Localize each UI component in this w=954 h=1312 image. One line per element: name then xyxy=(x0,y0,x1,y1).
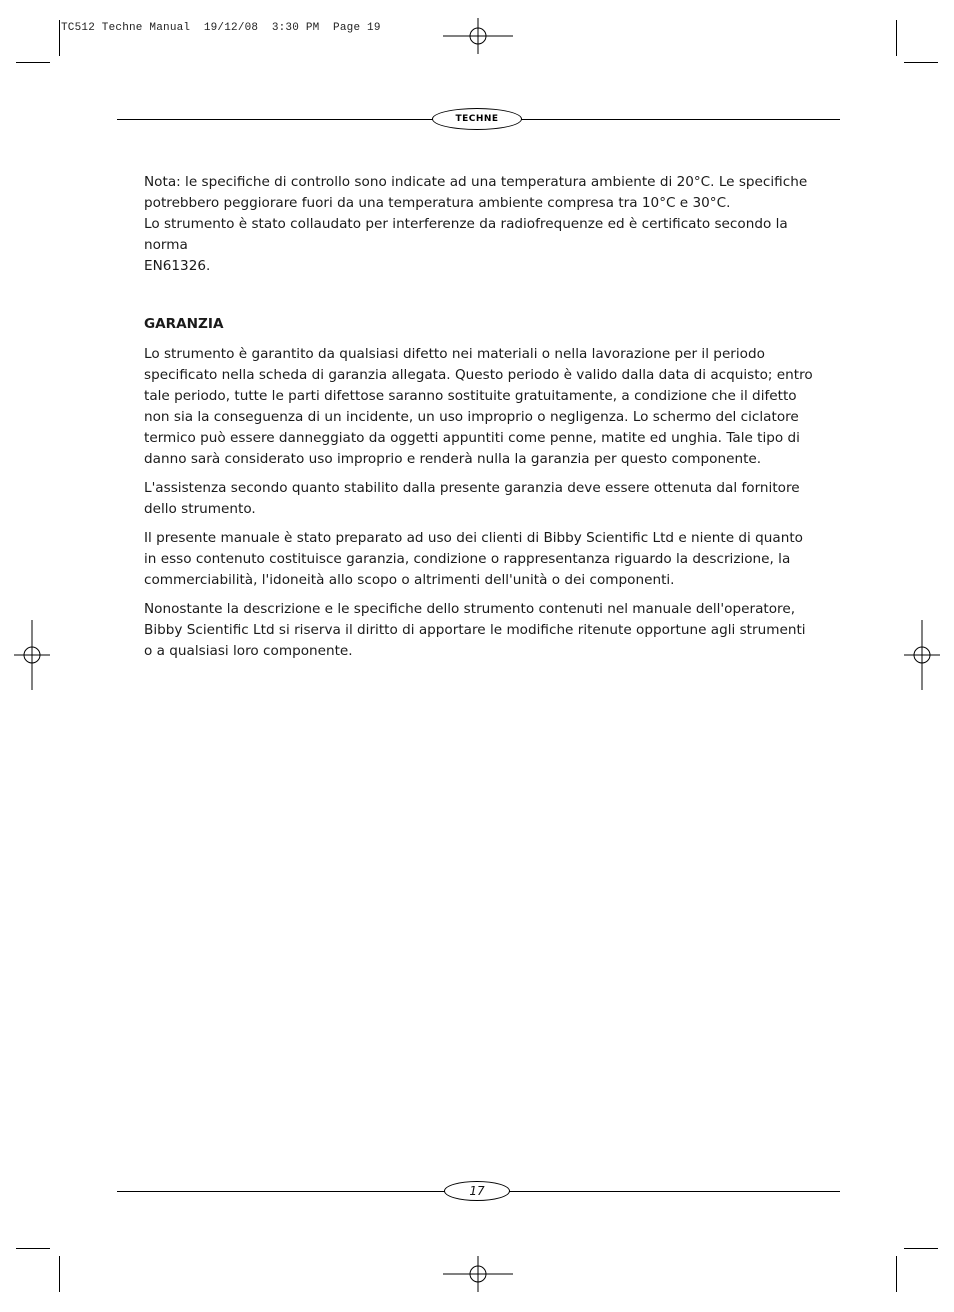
crop-mark xyxy=(904,62,938,63)
note-line: Lo strumento è stato collaudato per interferenze da radiofrequenze ed è certificato secondo la norma xyxy=(144,216,788,253)
note-line: Nota: le specifiche di controllo sono indicate ad una temperatura ambiente di 20°C. Le specifiche xyxy=(144,174,808,190)
crop-mark xyxy=(16,1248,50,1249)
logo-text: TECHNE xyxy=(455,114,499,124)
print-slug: TC512 Techne Manual 19/12/08 3:30 PM Page 19 xyxy=(61,22,381,34)
registration-mark-icon xyxy=(443,1256,513,1294)
crop-mark xyxy=(904,1248,938,1249)
note-block xyxy=(144,172,816,277)
registration-mark-icon xyxy=(14,620,52,690)
warranty-paragraph: Il presente manuale è stato preparato ad uso dei clienti di Bibby Scientific Ltd e niente di quanto in esso contenuto costituisce garanzia, condizione o rappresentanza riguardo la descrizione, la commerciabilità, l'idoneità allo scopo o altrimenti dell'unità o dei componenti. xyxy=(144,530,803,588)
warranty-paragraph: Lo strumento è garantito da qualsiasi difetto nei materiali o nella lavorazione per il periodo specificato nella scheda di garanzia allegata. Questo periodo è valido dalla data di acquisto; entro tale periodo, tutte le parti difettose saranno sostituite gratuitamente, a condizione che il difetto non sia la conseguenza di un incidente, un uso improprio o negligenza. Lo schermo del ciclatore termico può essere danneggiato da oggetti appuntiti come penne, matite ed unghia. Tale tipo di danno sarà considerato uso improprio e renderà nulla la garanzia per questo componente. xyxy=(144,346,813,467)
registration-mark-icon xyxy=(902,620,940,690)
crop-mark xyxy=(896,20,897,56)
crop-mark xyxy=(59,1256,60,1292)
page-content xyxy=(144,172,816,670)
page-number: 17 xyxy=(444,1181,510,1201)
crop-mark xyxy=(896,1256,897,1292)
crop-mark xyxy=(16,62,50,63)
crop-mark xyxy=(59,20,60,56)
techne-logo xyxy=(432,108,522,130)
registration-mark-icon xyxy=(443,18,513,56)
warranty-paragraph: Nonostante la descrizione e le specifiche dello strumento contenuti nel manuale dell'operatore, Bibby Scientific Ltd si riserva il diritto di apportare le modifiche ritenute opportune agli strumenti o a qualsiasi loro componente. xyxy=(144,601,806,659)
note-line: EN61326. xyxy=(144,258,211,274)
warranty-paragraph: L'assistenza secondo quanto stabilito dalla presente garanzia deve essere ottenuta dal fornitore dello strumento. xyxy=(144,480,800,517)
note-line: potrebbero peggiorare fuori da una temperatura ambiente compresa tra 10°C e 30°C. xyxy=(144,195,731,211)
section-heading: GARANZIA xyxy=(144,316,224,332)
